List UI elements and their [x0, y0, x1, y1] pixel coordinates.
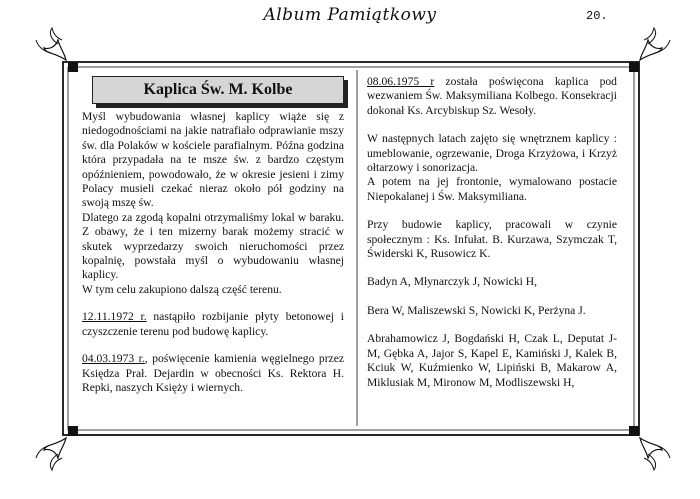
event-text: , poświęcenie kamienia węgielnego przez Księdza Prał. Dejardin w obecności Ks. Rektora H. Repki, naszych Księży i wiernych. — [82, 352, 344, 394]
premises-paragraph: Dlatego za zgodą kopalni otrzymaliśmy lokal w baraku. Z obawy, że i ten mizerny barak możemy stracić w skutek wyprzedarzy swoich nieruchomości przez kopalnię, powstała myśl o wybudowaniu własnej kaplicy. — [82, 210, 344, 282]
corner-ornament-bottom-left — [36, 426, 78, 470]
event-date: 04.03.1973 r. — [82, 352, 145, 366]
event-1972 — [82, 310, 344, 339]
album-title: Album Pamiątkowy — [263, 5, 437, 25]
workers-group-1: Badyn A, Młynarczyk J, Nowicki H, — [367, 275, 538, 289]
land-purchase-line: W tym celu zakupiono dalszą część terenu. — [82, 282, 282, 296]
event-text: została poświęcona kaplica pod wezwaniem Św. Maksymiliana Kolbego. Konsekracji dokonał Ks. Arcybiskup Sz. Wesoły. — [367, 75, 617, 117]
event-date: 08.06.1975 r — [367, 75, 435, 88]
workers-intro: Przy budowie kaplicy, pracowali w czynie społecznym : Ks. Infułat. B. Kurzawa, Szymczak T, Świderski K, Rusowicz K. — [367, 218, 617, 261]
intro-paragraph: Myśl wybudowania własnej kaplicy wiąże się z niedogodnościami na jakie natrafiało odprawianie mszy św. dla Polaków w kościele parafialnym. Późna godzina która przypadała na te msze św. z bardzo częstym opóźnieniem, powodowało, że w okresie jesieni i zimy Polacy musieli czekać nieraz około pół godziny na swoją mszę św. — [82, 110, 344, 210]
workers-group-3: Abrahamowicz J, Bogdański H, Czak L, Deputat J-M, Gębka A, Jajor S, Kapel E, Kamiński J, Kalek B, Kciuk W, Kuźmienko W, Lipiński B, Makarow A, Miklusiak M, Mironow M, Modliszewski H, — [367, 332, 617, 389]
event-text: nastąpiło rozbijanie płyty betonowej i czyszczenie terenu pod budowę kaplicy. — [82, 310, 344, 338]
corner-ornament-top-left — [36, 28, 78, 72]
interior-paragraph: W następnych latach zajęto się wnętrznem kaplicy : umeblowanie, ogrzewanie, Droga Krzyżowa, i Krzyż ołtarzowy i sonorizacja. — [367, 132, 617, 175]
event-1975 — [367, 75, 617, 118]
corner-ornament-top-right — [629, 28, 670, 72]
corner-ornament-bottom-right — [629, 426, 670, 470]
section-title-box: Kaplica Św. M. Kolbe — [92, 76, 344, 104]
left-column — [82, 110, 344, 395]
event-date: 12.11.1972 r. — [82, 310, 147, 324]
right-column — [367, 75, 617, 390]
frontage-paragraph: A potem na jej frontonie, wymalowano postacie Niepokalanej i Św. Maksymiliana. — [367, 175, 617, 203]
page-number: 20. — [586, 9, 608, 23]
event-1973 — [82, 352, 344, 395]
workers-group-2: Bera W, Maliszewski S, Nowicki K, Perżyna J. — [367, 303, 586, 317]
